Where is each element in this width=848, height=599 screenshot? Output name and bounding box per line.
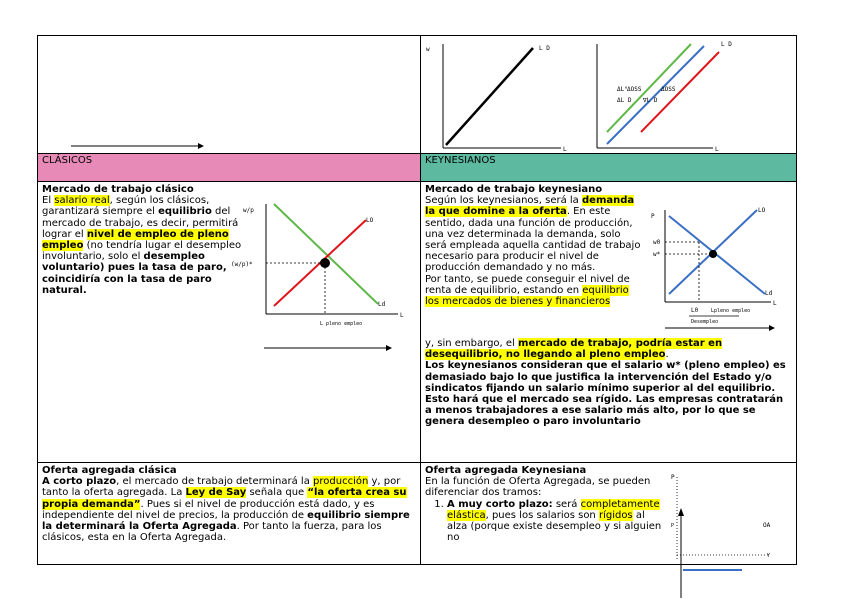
x-axis-label: L <box>400 312 404 319</box>
oa-clasica-cell <box>38 463 420 564</box>
clasico-hb1: nivel de empleo de pleno empleo <box>42 228 229 252</box>
equilibrium-point <box>320 258 330 268</box>
oa-clasica-title: Oferta agregada clásica <box>42 465 177 476</box>
left-label: P <box>671 523 675 529</box>
desempleo-label: Desempleo <box>691 319 719 325</box>
simple-labour-diagram <box>426 44 567 153</box>
header-clasicos-label: CLÁSICOS <box>42 155 93 166</box>
oac-t4: . Pues si el nivel de producción está dado, y es independiente del nivel de precios, la producción de <box>42 498 375 521</box>
lpe-label: Lpleno empleo <box>711 308 751 314</box>
header-keynesianos <box>421 154 796 181</box>
wstar-label: w* <box>653 251 661 258</box>
k-t1: Según los keynesianos, será la <box>425 195 582 207</box>
oa-clasica-text <box>38 465 420 543</box>
w0-label: w0 <box>653 239 661 246</box>
keynesiano-market-cell <box>421 182 796 462</box>
supply-label: LO <box>366 217 374 224</box>
table-right-border <box>796 35 797 565</box>
oak-item-h1: completamente elástica <box>447 498 660 521</box>
oak-item-t1: será <box>552 498 581 510</box>
oac-t5: . Por tanto la fuerza, para los clásicos, esta en la Oferta Agregada. <box>42 521 382 544</box>
oa-keynesiana-cell <box>421 463 796 564</box>
eq-wage-label: (w/p)* <box>231 261 253 268</box>
shift-label-4: ΔL D <box>617 97 632 104</box>
oac-t1: , el mercado de trabajo determinará la <box>116 476 314 488</box>
demand-curve <box>669 216 765 294</box>
clasico-t3: del mercado de trabajo, es decir, permitirá lograr el <box>42 206 239 240</box>
table-bottom-border <box>37 564 797 565</box>
y-axis-label: w/p <box>243 207 254 214</box>
top-left-cell <box>38 36 420 153</box>
y-axis-label: P <box>671 474 675 481</box>
k-hb1: demanda la que domine a la oferta <box>425 195 635 218</box>
keynesiano-title: Mercado de trabajo keynesiano <box>425 184 603 195</box>
shift-label-2: ΔOSS <box>627 86 642 93</box>
x-axis-label: Y <box>767 553 771 559</box>
top-right-diagrams <box>421 36 796 153</box>
shift-label-5: ∇L D <box>643 97 658 104</box>
clasico-b2: desempleo voluntario) pues la tasa de paro, coincidiría con la tasa de paro natural. <box>42 251 227 296</box>
equilibrium-point <box>709 250 717 258</box>
demand-curve <box>274 204 378 304</box>
k-b1: Los keynesianos consideran que el salario w* (pleno empleo) es demasiado bajo lo que justifica la intervención del Estado y/o sindicatos fijando un salario mínimo superior al del equilibrio. Esto hará que el mercado sea rígido. Las empresas contratarán a menos trabajadores a ese salario más alto, por lo que se genera desempleo o paro involuntario <box>425 360 786 428</box>
red-curve <box>641 52 719 132</box>
oak-item-b: A muy corto plazo: <box>447 498 553 510</box>
k-t2: . En este sentido, dada una función de producción, una vez determinada la demanda, solo será empleada aquella cantidad de trabajo necesario para producir el nivel de producción demandado y no más. <box>425 206 641 274</box>
x-axis-label: L <box>715 146 719 153</box>
header-keynesianos-label: KEYNESIANOS <box>425 155 496 166</box>
x-eq-label: L pleno empleo <box>320 321 363 327</box>
oa-keynesiana-title: Oferta agregada Keynesiana <box>425 465 587 476</box>
oac-h1: producción <box>313 476 369 488</box>
header-clasicos <box>38 154 420 181</box>
oac-hb2: “la oferta crea su propia demanda” <box>42 487 407 510</box>
clasico-title: Mercado de trabajo clásico <box>42 184 194 195</box>
clasico-graph <box>38 182 420 462</box>
clasico-market-cell <box>38 182 420 462</box>
oak-item-t2: , pues los salarios son <box>485 509 599 521</box>
k-t5: . <box>665 349 669 361</box>
blue-curve <box>607 46 704 144</box>
labour-curve <box>446 48 533 145</box>
curve-label: L D <box>539 45 550 52</box>
y-axis-label: P <box>651 213 655 220</box>
k-t4: y, sin embargo, el <box>425 338 519 349</box>
oa-keynesiana-graph <box>421 463 796 564</box>
shift-labour-diagram <box>597 41 732 153</box>
oak-item-h2: rígidos <box>598 509 633 521</box>
clasico-t2: , según los clásicos, garantizará siempre el <box>42 195 210 218</box>
top-right-cell <box>421 36 796 153</box>
clasico-t4: (no tendría lugar el desempleo involuntario, solo el <box>42 240 242 263</box>
x-axis-label: L <box>773 300 777 307</box>
oac-b2: equilibrio siempre la determinará la Oferta Agregada <box>42 509 410 533</box>
k-t3: Por tanto, se puede conseguir el nivel de renta de equilibrio, estando en <box>425 273 630 296</box>
supply-label: LO <box>758 207 766 214</box>
oac-t3: señala que <box>246 487 308 499</box>
k-h2: equilibrio los mercados de bienes y financieros <box>425 284 629 308</box>
shift-label-3: ΔOSS <box>661 86 676 93</box>
curve-label: L D <box>721 41 732 48</box>
top-left-arrow <box>38 36 420 153</box>
clasico-t1: El <box>42 195 55 207</box>
oak-t1: En la función de Oferta Agregada, se pueden diferenciar dos tramos: <box>425 476 651 499</box>
oak-item-t3: al alza (porque existe desempleo y si alguien no <box>447 509 662 544</box>
oac-hb1: Ley de Say <box>185 487 247 499</box>
keynesiano-graph <box>421 182 796 462</box>
clasico-b1: equilibrio <box>158 206 212 218</box>
shift-label-1: ΔL° <box>617 86 628 93</box>
demand-label: Ld <box>765 290 773 297</box>
k-hb2: mercado de trabajo, podría estar en desequilibrio, no llegando al pleno empleo <box>425 338 723 361</box>
clasico-h1: salario real <box>54 195 110 207</box>
l0-label: L0 <box>691 307 699 314</box>
y-axis-label: w <box>426 46 430 53</box>
oac-t2: y, por tanto la oferta agregada. La <box>42 476 401 499</box>
demand-label: Ld <box>378 301 386 308</box>
oac-b1: A corto plazo <box>42 476 117 488</box>
oa-label: OA <box>763 522 771 529</box>
x-axis-label: L <box>563 146 567 153</box>
